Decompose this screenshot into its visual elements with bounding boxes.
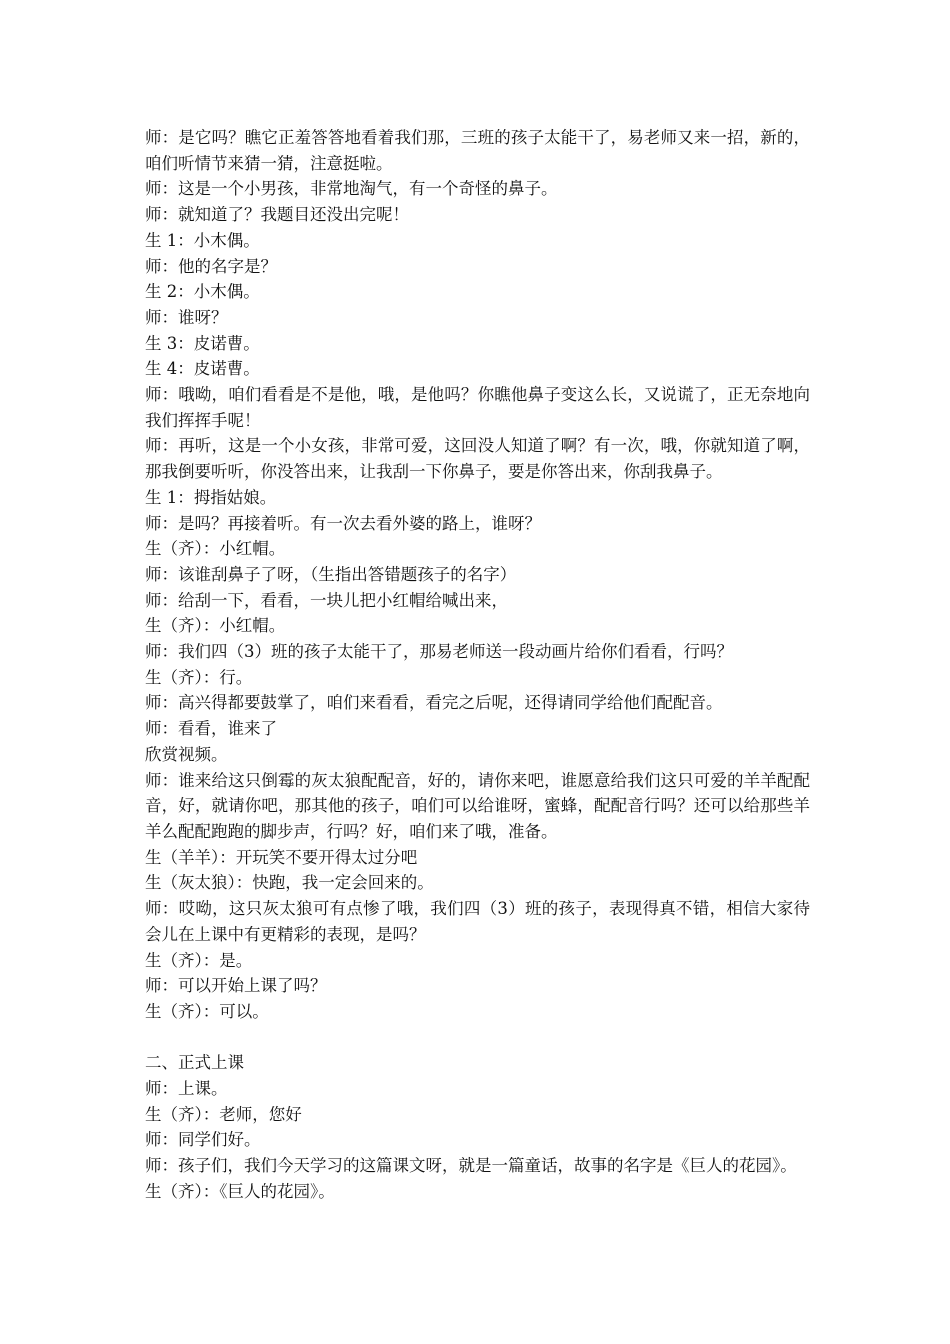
- dialogue-line: 师：哦呦，咱们看看是不是他，哦，是他吗？你瞧他鼻子变这么长，又说谎了，正无奈地向我们挥挥手呢！: [145, 385, 810, 430]
- dialogue-block-warmup: [145, 125, 810, 1025]
- dialogue-line: 生（齐）：老师，您好: [145, 1104, 302, 1124]
- dialogue-line: 生 3：皮诺曹。: [145, 333, 260, 353]
- dialogue-line: 生（齐）：《巨人的花园》。: [145, 1181, 335, 1201]
- dialogue-line: 生（齐）：小红帽。: [145, 616, 286, 636]
- dialogue-line: 师：看看，谁来了: [145, 719, 277, 739]
- dialogue-line: 师：可以开始上课了吗？: [145, 976, 327, 996]
- dialogue-line: 师：是吗？再接着听。有一次去看外婆的路上，谁呀？: [145, 513, 541, 533]
- dialogue-line: 师：该谁刮鼻子了呀，（生指出答错题孩子的名字）: [145, 564, 517, 584]
- dialogue-line: 师：哎呦，这只灰太狼可有点惨了哦，我们四（3）班的孩子，表现得真不错，相信大家待会儿在上课中有更精彩的表现，是吗？: [145, 899, 810, 944]
- dialogue-line: 师：上课。: [145, 1079, 228, 1098]
- dialogue-line: 生 2：小木偶。: [145, 282, 260, 302]
- dialogue-line: 师：给刮一下，看看，一块儿把小红帽给喊出来，: [145, 590, 508, 610]
- dialogue-line: 师：再听，这是一个小女孩，非常可爱，这回没人知道了啊？有一次，哦，你就知道了啊，那我倒要听听，你没答出来，让我刮一下你鼻子，要是你答出来，你刮我鼻子。: [145, 436, 810, 482]
- dialogue-block-lesson: [145, 1076, 810, 1205]
- document-page: [145, 125, 810, 1205]
- dialogue-line: 师：他的名字是？: [145, 256, 277, 276]
- blank-line: [145, 1025, 810, 1051]
- dialogue-line: 师：我们四（3）班的孩子太能干了，那易老师送一段动画片给你们看看，行吗？: [145, 642, 733, 662]
- dialogue-line: 生（灰太狼）：快跑，我一定会回来的。: [145, 873, 434, 893]
- dialogue-line: 师：高兴得都要鼓掌了，咱们来看看，看完之后呢，还得请同学给他们配配音。: [145, 693, 723, 713]
- dialogue-line: 师：孩子们，我们今天学习的这篇课文呀，就是一篇童话，故事的名字是《巨人的花园》。: [145, 1156, 797, 1176]
- dialogue-line: 生（齐）：小红帽。: [145, 539, 286, 559]
- dialogue-line: 生 1：拇指姑娘。: [145, 487, 277, 507]
- dialogue-line: 生（齐）：是。: [145, 950, 253, 970]
- dialogue-line: 师：谁来给这只倒霉的灰太狼配配音，好的，请你来吧，谁愿意给我们这只可爱的羊羊配配音，好，就请你吧，那其他的孩子，咱们可以给谁呀，蜜蜂，配配音行吗？还可以给那些羊羊么配配跑跑的脚步声，行吗？好，咱们来了哦，准备。: [145, 770, 810, 841]
- section-heading: 二、正式上课: [145, 1053, 244, 1073]
- dialogue-line: 生 4：皮诺曹。: [145, 359, 260, 379]
- dialogue-line: 师：就知道了？我题目还没出完呢！: [145, 205, 409, 225]
- dialogue-line: 生（齐）：可以。: [145, 1001, 269, 1021]
- dialogue-line: 生（齐）：行。: [145, 667, 253, 687]
- dialogue-line: 生 1：小木偶。: [145, 230, 260, 250]
- dialogue-line: 欣赏视频。: [145, 744, 228, 764]
- dialogue-line: 师：同学们好。: [145, 1130, 261, 1150]
- dialogue-line: 生（羊羊）：开玩笑不要开得太过分吧: [145, 847, 418, 867]
- dialogue-line: 师：是它吗？瞧它正羞答答地看着我们那，三班的孩子太能干了，易老师又来一招，新的，咱们听情节来猜一猜，注意挺啦。: [145, 128, 810, 173]
- dialogue-line: 师：这是一个小男孩，非常地淘气，有一个奇怪的鼻子。: [145, 179, 558, 199]
- dialogue-line: 师：谁呀？: [145, 307, 228, 327]
